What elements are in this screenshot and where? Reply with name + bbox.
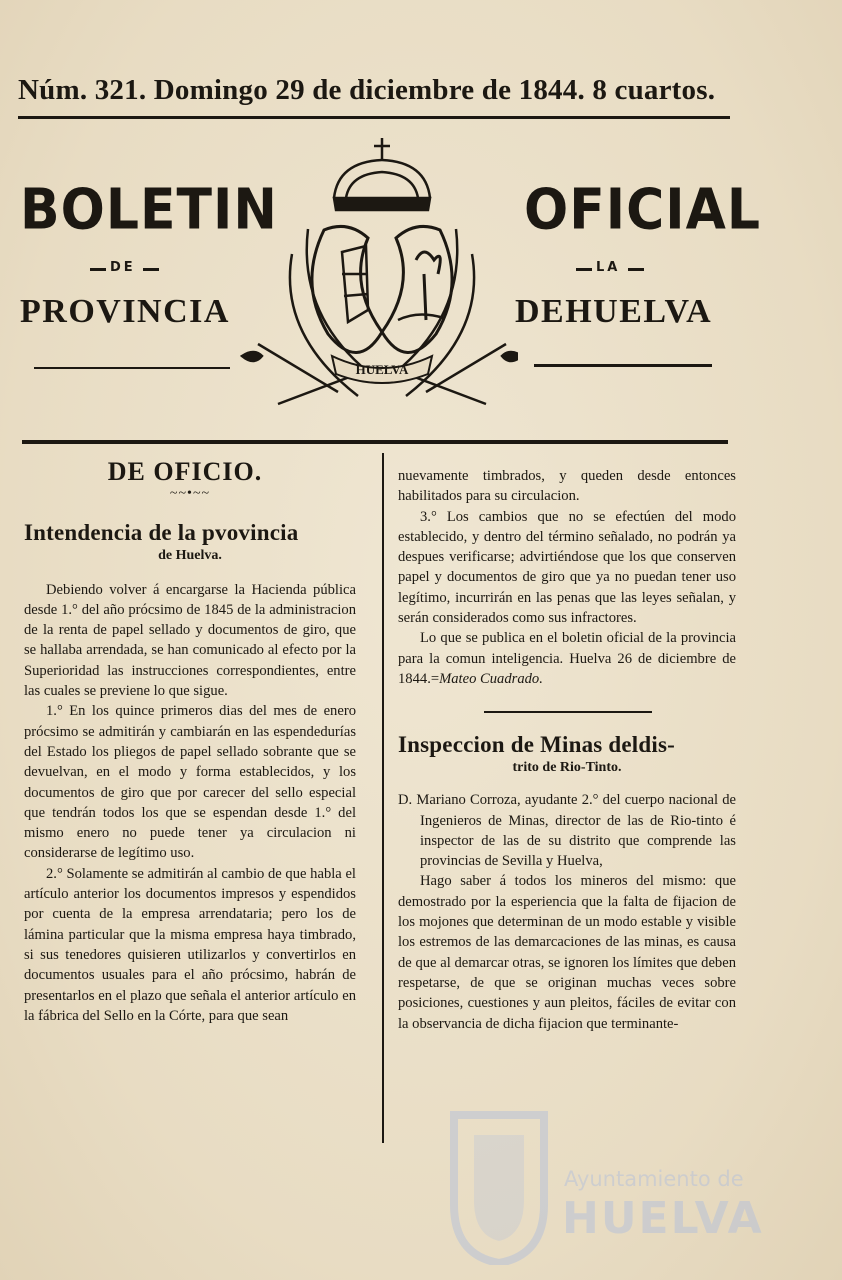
title-underline-left bbox=[34, 367, 230, 369]
column-divider bbox=[382, 453, 384, 1143]
title-word-boletin: BOLETIN bbox=[20, 177, 278, 243]
title-word-oficial: OFICIAL bbox=[524, 177, 761, 243]
title-underline-right bbox=[534, 364, 712, 367]
section-separator bbox=[484, 711, 652, 713]
connector-dash-left-2 bbox=[143, 268, 159, 271]
paragraph-publication-notice bbox=[398, 628, 736, 689]
right-column bbox=[398, 466, 736, 1034]
crest-ribbon-text: HUELVA bbox=[355, 362, 409, 377]
section-subtitle-rio-tinto: trito de Rio-Tinto. bbox=[512, 760, 622, 776]
watermark-line-2: HUELVA bbox=[562, 1193, 764, 1244]
title-connector-de: DE bbox=[110, 260, 136, 275]
paragraph-article-3: 3.° Los cambios que no se efectúen del modo establecido, y dentro del término señalado, no podrán ya despues verificarse; advirtiéndose que los que conserven papel y documentos de giro que ya no puedan tener uso legítimo, incurrirán en las penas que las leyes señalan, y serán considerados como sus infractores. bbox=[398, 508, 736, 627]
royal-crest-emblem bbox=[238, 134, 518, 424]
left-column bbox=[24, 457, 356, 1026]
connector-dash-right-2 bbox=[628, 268, 644, 271]
paragraph-continuation: nuevamente timbrados, y queden desde entonces habilitados para su circulacion. bbox=[398, 468, 736, 505]
issue-line: Núm. 321. Domingo 29 de diciembre de 1844. 8 cuartos. bbox=[18, 74, 716, 106]
section-heading-de-oficio: DE OFICIO. bbox=[107, 457, 263, 486]
archive-watermark bbox=[444, 1095, 774, 1265]
watermark-seal-icon bbox=[444, 1095, 554, 1265]
heading-ornament: ~~•~~ bbox=[169, 486, 211, 502]
section-subtitle-huelva: de Huelva. bbox=[158, 547, 222, 563]
watermark-line-1: Ayuntamiento de bbox=[564, 1167, 744, 1191]
header-bottom-rule bbox=[22, 440, 728, 444]
paragraph-article-2: 2.° Solamente se admitirán al cambio de que habla el artículo anterior los documentos impresos y espendidos por cuenta de la empresa arrendataria; pero los de lámina particular que la misma empresa haya timbrado, si sus tenedores quisieren utilizarlos y convertirlos en documentos usuales para el año prócsimo, habrán de presentarlos en el plazo que señala el anterior artículo en la fábrica del Sello en la Córte, para que sean bbox=[24, 865, 356, 1024]
title-connector-la: LA bbox=[596, 260, 621, 275]
section-title-inspeccion: Inspeccion de Minas deldis- bbox=[398, 732, 675, 758]
title-word-provincia: PROVINCIA bbox=[20, 293, 230, 330]
signature: Mateo Cuadrado. bbox=[439, 670, 543, 687]
paragraph-intro: Debiendo volver á encargarse la Hacienda pública desde 1.° del año prócsimo de 1845 de la administracion de la renta de papel sellado y documentos de giro, que se hallaba arrendada, se han comunicado al efecto por la Superioridad las instrucciones correspondientes, entre las cuales se previene lo que sigue. bbox=[24, 581, 356, 700]
paragraph-announcement: Hago saber á todos los mineros del mismo: que demostrado por la esperiencia que la falta de fijacion de los mojones que determinan de un modo estable y visible los estremos de las demarcaciones de las minas, es causa de que al demarcar otras, se ignoren los límites que deben respetarse, de que se originan muchas veces sobre posiciones, cuestiones y aun pleitos, fáciles de evitar con la observancia de dicha fijacion que terminante- bbox=[398, 873, 736, 1032]
notice-text: Lo que se publica en el boletin oficial de la provincia para la comun inteligencia. Huelva 26 de diciembre de 1844.= bbox=[398, 630, 736, 687]
masthead-rule bbox=[18, 116, 730, 119]
connector-dash-right bbox=[576, 268, 592, 271]
section-title-intendencia: Intendencia de la pvovincia bbox=[24, 519, 299, 545]
connector-dash-left bbox=[90, 268, 106, 271]
title-word-dehuelva: DEHUELVA bbox=[515, 293, 713, 330]
paragraph-official-intro: D. Mariano Corroza, ayudante 2.° del cuerpo nacional de Ingenieros de Minas, director de las de Rio-tinto é inspector de las de su distrito que comprende las provincias de Sevilla y Huelva, bbox=[398, 792, 736, 870]
paragraph-article-1: 1.° En los quince primeros dias del mes de enero prócsimo se admitirán y cambiarán en las espendedurías del Estado los pliegos de papel sellado sobrante que se devuelvan, en el modo y forma establecidos, y los documentos de giro que por carecer del sello especial que tendrán todos los que se espendan desde 1.° del mismo enero no puede tener ya circulacion ni considerarse de legítimo uso. bbox=[24, 703, 356, 862]
